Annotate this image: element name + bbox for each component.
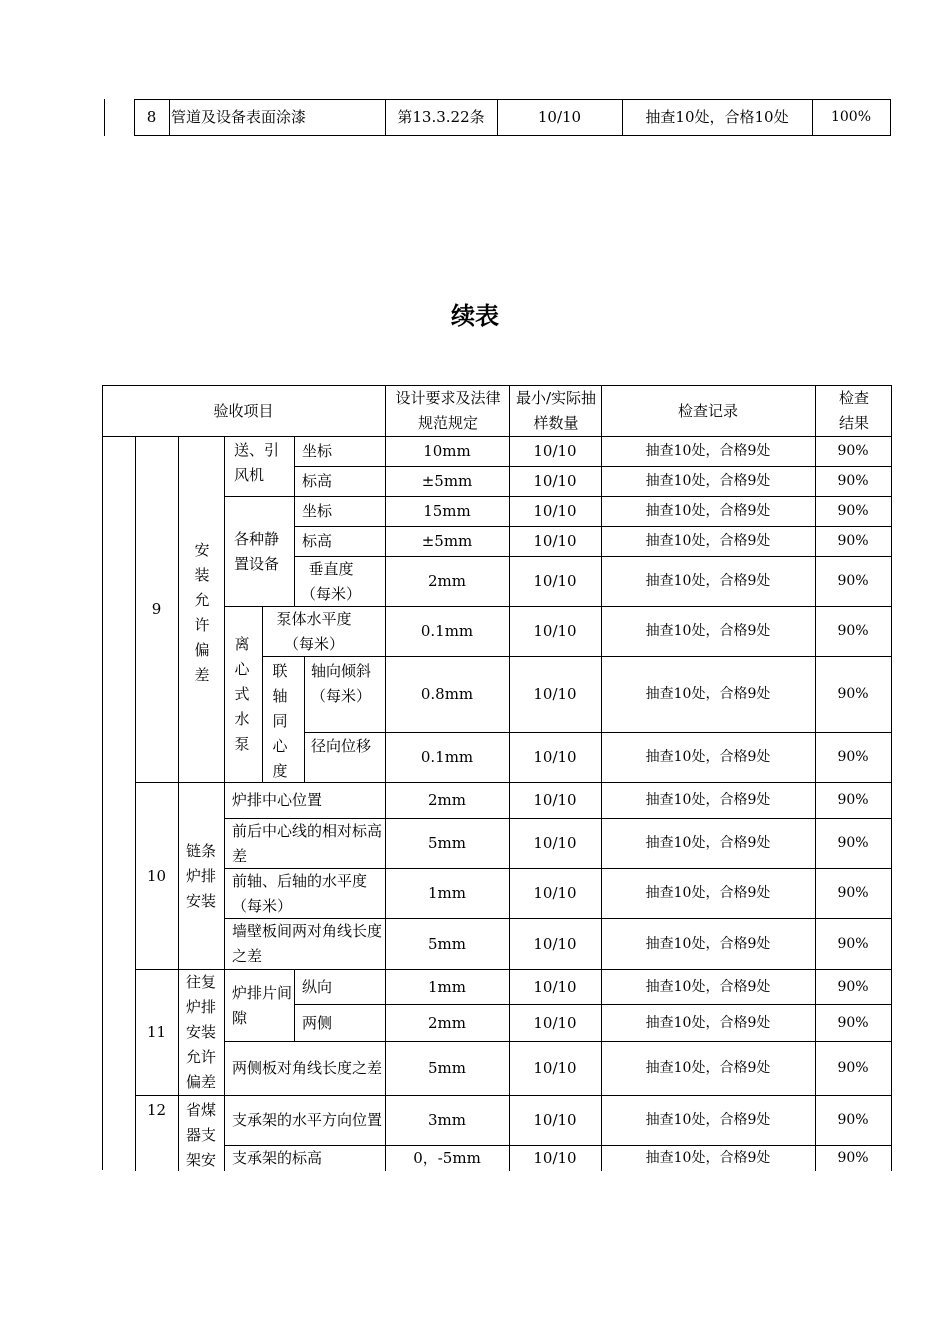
sample-count: 10/10	[533, 472, 577, 490]
g10-row3-label: 前轴、后轴的水平度（每米）	[232, 871, 368, 915]
fan-label: 送、引风机	[234, 441, 280, 484]
check-record: 抽查10处，合格9处	[645, 686, 771, 702]
side-label: 两侧	[302, 1013, 333, 1032]
check-result: 90%	[837, 623, 869, 639]
check-record: 抽查10处，合格9处	[645, 623, 771, 639]
check-record: 抽查10处，合格9处	[645, 792, 771, 808]
check-record: 抽查10处，合格9处	[645, 443, 771, 459]
check-record: 抽查10处，合格9处	[645, 503, 771, 519]
check-record: 抽查10处，合格9处	[645, 1150, 771, 1166]
header-record: 检查记录	[677, 401, 738, 420]
g12-row1-label: 支承架的水平方向位置	[232, 1111, 383, 1129]
radial-value: 0.1mm	[420, 748, 474, 766]
axial-label: 轴向倾斜（每米）	[311, 662, 372, 705]
check-result: 90%	[837, 1014, 869, 1031]
g12-row2-label: 支承架的标高	[232, 1149, 323, 1167]
check-result: 90%	[837, 473, 869, 489]
group-12-number: 12	[146, 1101, 167, 1119]
check-result: 90%	[837, 749, 869, 765]
check-result: 100%	[830, 109, 872, 125]
sample-count: 10/10	[533, 834, 577, 852]
static-equipment-label: 各种静置设备	[234, 529, 280, 573]
pump-label: 离 心 式 水 泵	[234, 635, 250, 753]
sample-count: 10/10	[533, 1111, 577, 1129]
group-10-number: 10	[146, 866, 167, 885]
g10-row3-value: 1mm	[428, 884, 466, 902]
check-record: 抽查10处，合格9处	[645, 533, 771, 549]
g10-row4-value: 5mm	[428, 934, 466, 953]
check-record: 抽查10处，合格9处	[645, 573, 771, 589]
side-value: 2mm	[428, 1013, 466, 1032]
fan-elev-value: ±5mm	[421, 472, 473, 490]
page-title: 续表	[451, 302, 499, 330]
check-result: 90%	[837, 885, 869, 901]
check-result: 90%	[837, 443, 869, 459]
g10-row2-label: 前后中心线的相对标高差	[232, 821, 383, 865]
header-spec: 设计要求及法律规范规定	[395, 389, 501, 432]
check-record: 抽查10处，合格9处	[645, 1014, 771, 1031]
sample-count: 10/10	[533, 977, 577, 996]
fan-coord-value: 10mm	[423, 442, 471, 460]
check-result: 90%	[837, 1112, 869, 1128]
sample-count: 10/10	[533, 934, 577, 953]
group-10-name: 链条炉排安装	[185, 841, 216, 910]
group-9-name: 安 装 允 许 偏 差	[194, 541, 210, 684]
g12-row1-value: 3mm	[428, 1111, 466, 1129]
long-value: 1mm	[428, 977, 466, 996]
check-result: 90%	[837, 978, 869, 995]
check-result: 90%	[837, 573, 869, 589]
item-name: 管道及设备表面涂漆	[171, 108, 307, 126]
sample-count: 10/10	[533, 1059, 577, 1077]
group-9-number: 9	[151, 599, 162, 618]
sample-count: 10/10	[533, 791, 577, 809]
g10-row4-label: 墙壁板间两对角线长度之差	[232, 922, 383, 965]
static-coord-label: 坐标	[302, 502, 333, 520]
long-label: 纵向	[302, 977, 333, 996]
check-result: 90%	[837, 1150, 869, 1166]
check-result: 90%	[837, 686, 869, 702]
check-record: 抽查10处，合格9处	[645, 835, 771, 851]
sample-count: 10/10	[537, 108, 582, 126]
check-record: 抽查10处，合格9处	[645, 749, 771, 765]
check-record: 抽查10处，合格9处	[645, 1112, 771, 1128]
g10-row1-value: 2mm	[428, 791, 466, 809]
sample-count: 10/10	[533, 622, 577, 640]
check-record: 抽查10处，合格9处	[645, 473, 771, 489]
diag-value: 5mm	[428, 1059, 466, 1077]
check-result: 90%	[837, 533, 869, 549]
group-11-number: 11	[146, 1023, 167, 1041]
sample-count: 10/10	[533, 748, 577, 766]
check-result: 90%	[837, 792, 869, 808]
check-record: 抽查10处，合格10处	[645, 108, 789, 126]
row-number: 8	[146, 108, 157, 126]
check-result: 90%	[837, 503, 869, 519]
sample-count: 10/10	[533, 442, 577, 460]
fan-coord-label: 坐标	[302, 442, 333, 460]
group-12-name: 省煤器支架安	[185, 1101, 216, 1169]
sample-count: 10/10	[533, 502, 577, 520]
sample-count: 10/10	[533, 1149, 577, 1167]
fan-elev-label: 标高	[302, 472, 333, 490]
check-record: 抽查10处，合格9处	[645, 978, 771, 995]
check-result: 90%	[837, 1060, 869, 1076]
check-record: 抽查10处，合格9处	[645, 1060, 771, 1076]
check-result: 90%	[837, 835, 869, 851]
static-vert-label: 垂直度（每米）	[300, 559, 361, 603]
radial-label: 径向位移	[311, 737, 372, 755]
group-11-name: 往复炉排安装允许偏差	[185, 973, 216, 1091]
axial-value: 0.8mm	[420, 685, 474, 703]
pump-level-label: 泵体水平度（每米）	[276, 609, 352, 653]
check-record: 抽查10处，合格9处	[645, 935, 771, 952]
sample-count: 10/10	[533, 884, 577, 902]
pump-level-value: 0.1mm	[420, 622, 474, 640]
check-record: 抽查10处，合格9处	[645, 885, 771, 901]
sample-count: 10/10	[533, 532, 577, 550]
sample-count: 10/10	[533, 685, 577, 703]
g10-row1-label: 炉排中心位置	[232, 791, 323, 809]
g10-row2-value: 5mm	[428, 834, 466, 852]
spec-clause: 第13.3.22条	[397, 108, 485, 126]
static-vert-value: 2mm	[428, 572, 466, 590]
static-elev-label: 标高	[302, 532, 333, 550]
static-coord-value: 15mm	[423, 502, 471, 520]
header-result: 检查结果	[838, 389, 869, 432]
sample-count: 10/10	[533, 572, 577, 590]
diag-label: 两侧板对角线长度之差	[232, 1059, 383, 1077]
sample-count: 10/10	[533, 1013, 577, 1032]
header-item: 验收项目	[213, 401, 274, 420]
gap-label: 炉排片间隙	[232, 983, 293, 1027]
check-result: 90%	[837, 935, 869, 952]
header-sample: 最小/实际抽样数量	[515, 389, 597, 432]
g12-row2-value: 0，-5mm	[413, 1149, 481, 1167]
coupling-label: 联 轴 同 心 度	[272, 662, 288, 780]
static-elev-value: ±5mm	[421, 532, 473, 550]
